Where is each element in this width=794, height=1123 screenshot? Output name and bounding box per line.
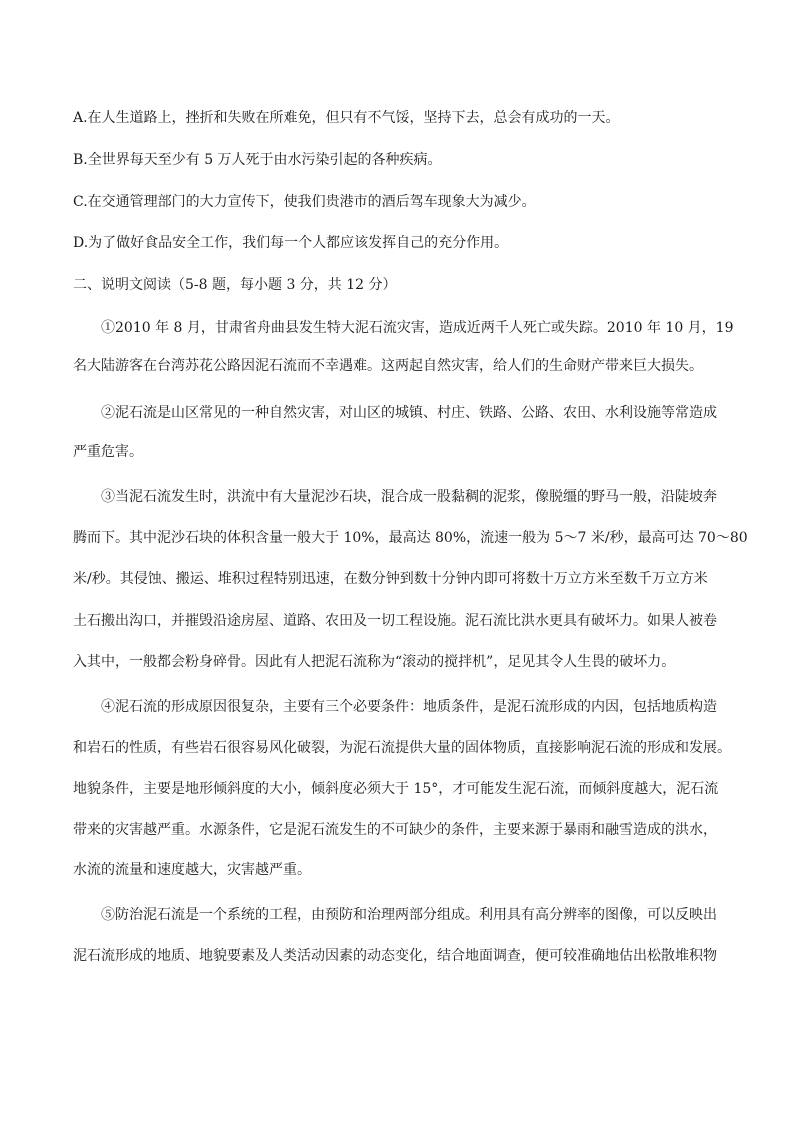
- paragraph-3-line-3: 米/秒。其侵蚀、搬运、堆积过程特别迅速，在数分钟到数十分钟内即可将数十万立方米至数千万立方米: [73, 571, 708, 587]
- section-title: 二、说明文阅读（5-8 题，每小题 3 分，共 12 分）: [73, 277, 397, 293]
- option-b: B.全世界每天至少有 5 万人死于由水污染引起的各种疾病。: [73, 152, 442, 168]
- paragraph-3-line-2: 腾而下。其中泥沙石块的体积含量一般大于 10%，最高达 80%，流速一般为 5～7 米/秒，最高可达 70～80: [73, 530, 748, 546]
- paragraph-3-line-5: 入其中，一般都会粉身碎骨。因此有人把泥石流称为“滚动的搅拌机”，足见其令人生畏的破坏力。: [73, 654, 676, 670]
- option-c: C.在交通管理部门的大力宣传下，使我们贵港市的酒后驾车现象大为减少。: [73, 194, 536, 210]
- paragraph-4-line-2: 和岩石的性质，有些岩石很容易风化破裂，为泥石流提供大量的固体物质，直接影响泥石流的形成和发展。: [73, 740, 731, 756]
- paragraph-2-line-2: 严重危害。: [73, 444, 143, 460]
- paragraph-3-line-4: 土石搬出沟口，并摧毁沿途房屋、道路、农田及一切工程设施。泥石流比洪水更具有破坏力。如果人被卷: [73, 613, 717, 629]
- paragraph-4-line-5: 水流的流量和速度越大，灾害越严重。: [73, 862, 311, 878]
- paragraph-1-line-2: 名大陆游客在台湾苏花公路因泥石流而不幸遇难。这两起自然灾害，给人们的生命财产带来巨大损失。: [73, 358, 703, 374]
- paragraph-4-line-4: 带来的灾害越严重。水源条件，它是泥石流发生的不可缺少的条件，主要来源于暴雨和融雪造成的洪水，: [73, 822, 717, 838]
- paragraph-5-line-2: 泥石流形成的地质、地貌要素及人类活动因素的动态变化，结合地面调查，便可较准确地估出松散堆积物: [73, 948, 717, 964]
- paragraph-5-line-1: ⑤防治泥石流是一个系统的工程，由预防和治理两部分组成。利用具有高分辨率的图像，可以反映出: [101, 907, 717, 923]
- paragraph-4-line-3: 地貌条件，主要是地形倾斜度的大小，倾斜度必须大于 15°，才可能发生泥石流，而倾斜度越大，泥石流: [73, 781, 719, 797]
- paragraph-2-line-1: ②泥石流是山区常见的一种自然灾害，对山区的城镇、村庄、铁路、公路、农田、水利设施等常造成: [101, 405, 717, 421]
- paragraph-4-line-1: ④泥石流的形成原因很复杂，主要有三个必要条件：地质条件，是泥石流形成的内因，包括地质构造: [101, 699, 717, 715]
- paragraph-3-line-1: ③当泥石流发生时，洪流中有大量泥沙石块，混合成一股黏稠的泥浆，像脱缰的野马一般，沿陡坡奔: [101, 489, 717, 505]
- option-a: A.在人生道路上，挫折和失败在所难免，但只有不气馁，坚持下去，总会有成功的一天。: [73, 110, 620, 126]
- option-d: D.为了做好食品安全工作，我们每一个人都应该发挥自己的充分作用。: [73, 235, 509, 251]
- paragraph-1-line-1: ①2010 年 8 月，甘肃省舟曲县发生特大泥石流灾害，造成近两千人死亡或失踪。2010 年 10 月，19: [101, 320, 734, 336]
